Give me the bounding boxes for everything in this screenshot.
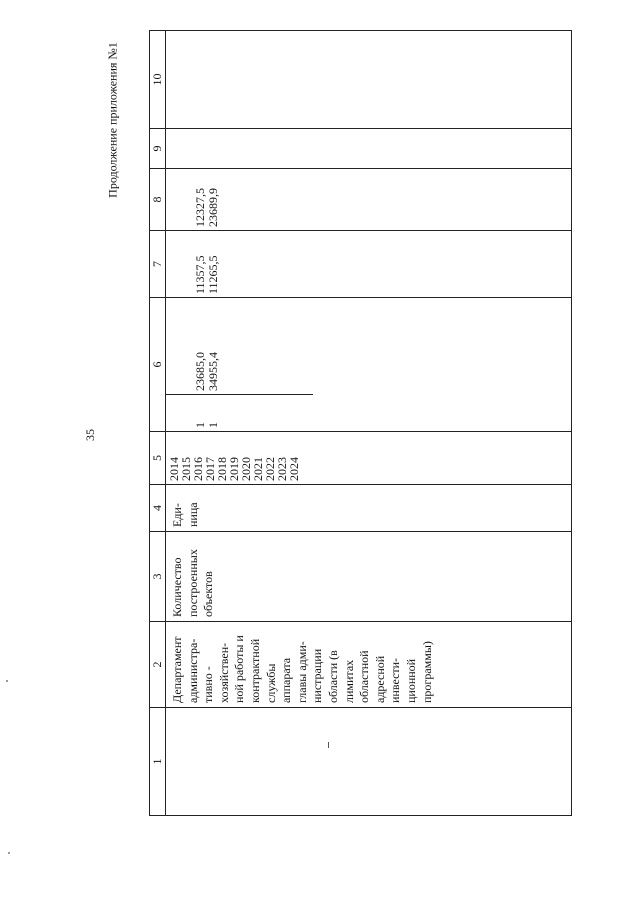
col-header-8: 8 bbox=[150, 169, 166, 231]
col8-value bbox=[246, 172, 259, 227]
scan-mark bbox=[328, 742, 329, 748]
col9-value bbox=[285, 132, 298, 165]
col-header-10: 10 bbox=[150, 31, 166, 129]
col-header-5: 5 bbox=[150, 432, 166, 485]
quantity-cell bbox=[220, 398, 233, 428]
col8-value: 12327,5 bbox=[193, 188, 207, 227]
col6-value: 23685,0 bbox=[193, 352, 207, 391]
scan-speck bbox=[8, 852, 10, 854]
col8-value bbox=[168, 172, 181, 227]
col10-value bbox=[233, 34, 246, 125]
col9-value bbox=[298, 132, 311, 165]
col7-value bbox=[246, 234, 259, 294]
col-header-3: 3 bbox=[150, 532, 166, 622]
year-cell: 2024 bbox=[287, 457, 301, 481]
year-cell: 2015 bbox=[179, 457, 193, 481]
col6-values bbox=[166, 298, 313, 394]
col9-value bbox=[181, 132, 194, 165]
year-cell: 2014 bbox=[167, 457, 181, 481]
year-cell: 2021 bbox=[251, 457, 265, 481]
year-cell: 2023 bbox=[275, 457, 289, 481]
year-cell: 2022 bbox=[263, 457, 277, 481]
quantity-cell bbox=[233, 398, 246, 428]
indicator-text: Количество построенных объектов bbox=[170, 549, 216, 617]
col6-value: 34955,4 bbox=[206, 352, 220, 391]
col10-values bbox=[166, 31, 313, 128]
col7-value bbox=[272, 234, 285, 294]
col7-values bbox=[166, 231, 313, 297]
col10-value bbox=[194, 34, 207, 125]
col6-value bbox=[246, 301, 259, 391]
col9-values bbox=[166, 129, 313, 168]
col7-value bbox=[285, 234, 298, 294]
col9-value bbox=[207, 132, 220, 165]
quantity-cell bbox=[259, 398, 272, 428]
header-row bbox=[150, 31, 166, 816]
col10-value bbox=[298, 34, 311, 125]
scan-speck bbox=[6, 680, 8, 682]
col8-value bbox=[220, 172, 233, 227]
quantity-cell: 1 bbox=[193, 422, 207, 428]
quantity-cell bbox=[298, 398, 311, 428]
cell-col6 bbox=[166, 298, 572, 432]
year-cell: 2019 bbox=[227, 457, 241, 481]
col6-value bbox=[259, 301, 272, 391]
data-table bbox=[149, 31, 572, 816]
col10-value bbox=[207, 34, 220, 125]
cell-indicator bbox=[166, 532, 572, 622]
cell-department bbox=[166, 622, 572, 708]
col9-value bbox=[246, 132, 259, 165]
quantity-cell bbox=[246, 398, 259, 428]
col-header-9: 9 bbox=[150, 129, 166, 169]
col8-value bbox=[272, 172, 285, 227]
cell-col1 bbox=[166, 708, 572, 816]
year-cell: 2017 bbox=[203, 457, 217, 481]
col-header-4: 4 bbox=[150, 485, 166, 532]
col6-value bbox=[168, 301, 181, 391]
col8-value bbox=[259, 172, 272, 227]
col8-value bbox=[298, 172, 311, 227]
col8-values bbox=[166, 169, 313, 230]
col10-value bbox=[259, 34, 272, 125]
col-header-2: 2 bbox=[150, 622, 166, 708]
col7-value bbox=[233, 234, 246, 294]
years-list bbox=[166, 432, 302, 484]
col6-value bbox=[233, 301, 246, 391]
col7-value: 11265,5 bbox=[206, 255, 220, 294]
col10-value bbox=[220, 34, 233, 125]
year-cell: 2020 bbox=[239, 457, 253, 481]
year-cell: 2018 bbox=[215, 457, 229, 481]
cell-col7 bbox=[166, 231, 572, 298]
col10-value bbox=[246, 34, 259, 125]
col8-value: 23689,9 bbox=[206, 188, 220, 227]
col10-value bbox=[181, 34, 194, 125]
col-header-7: 7 bbox=[150, 231, 166, 298]
col9-value bbox=[194, 132, 207, 165]
cell-col10 bbox=[166, 31, 572, 129]
page-number: 35 bbox=[83, 429, 97, 441]
col10-value bbox=[272, 34, 285, 125]
col10-value bbox=[285, 34, 298, 125]
col9-value bbox=[233, 132, 246, 165]
col7-value bbox=[259, 234, 272, 294]
cell-years bbox=[166, 432, 572, 485]
unit-text: Еди-ница bbox=[170, 502, 200, 527]
col8-value bbox=[285, 172, 298, 227]
year-cell: 2016 bbox=[191, 457, 205, 481]
col-header-1: 1 bbox=[150, 708, 166, 816]
quantity-cell: 1 bbox=[206, 422, 220, 428]
col7-value bbox=[298, 234, 311, 294]
col7-value bbox=[220, 234, 233, 294]
quantity-list bbox=[166, 394, 313, 431]
col9-value bbox=[272, 132, 285, 165]
col7-value: 11357,5 bbox=[193, 255, 207, 294]
department-text: Департамент администра-тивно - хозяйствен-ной работы и контрактной службы аппарата главы адми-нистрации области (в лимитах областной адресной инвести-ционной программы) bbox=[170, 635, 434, 703]
col9-value bbox=[168, 132, 181, 165]
col9-value bbox=[220, 132, 233, 165]
cell-unit bbox=[166, 485, 572, 532]
col-header-6: 6 bbox=[150, 298, 166, 432]
continuation-caption: Продолжение приложения №1 bbox=[105, 42, 120, 198]
quantity-cell bbox=[272, 398, 285, 428]
cell-col9 bbox=[166, 129, 572, 169]
quantity-cell bbox=[168, 398, 181, 428]
col6-value bbox=[285, 301, 298, 391]
col6-value bbox=[298, 301, 311, 391]
col8-value bbox=[233, 172, 246, 227]
col9-value bbox=[259, 132, 272, 165]
col10-value bbox=[168, 34, 181, 125]
col6-value bbox=[220, 301, 233, 391]
quantity-cell bbox=[285, 398, 298, 428]
cell-col8 bbox=[166, 169, 572, 231]
table-row bbox=[166, 31, 572, 816]
col6-value bbox=[272, 301, 285, 391]
col7-value bbox=[168, 234, 181, 294]
